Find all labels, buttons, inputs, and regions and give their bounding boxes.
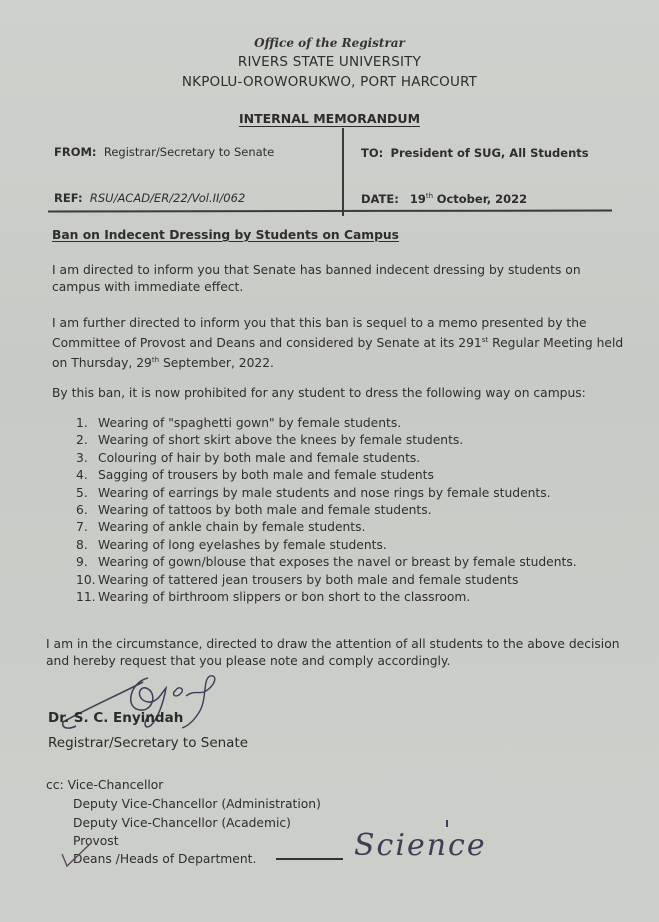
prohibition-text: Wearing of "spaghetti gown" by female students. — [98, 416, 402, 430]
prohibition-text: Wearing of ankle chain by female students. — [98, 520, 366, 535]
prohibition-item — [76, 467, 577, 484]
date-month-year: October, 2022 — [436, 192, 528, 206]
dash-line — [276, 858, 343, 860]
paragraph-3: By this ban, it is now prohibited for any student to dress the following way on campus: — [52, 386, 586, 400]
prohibition-item — [76, 450, 577, 467]
ref-field — [54, 191, 245, 205]
cc-recipient: Deans /Heads of Department. — [73, 852, 257, 866]
prohibition-text: Wearing of tattoos by both male and female students. — [98, 503, 432, 518]
prohibition-text: Wearing of long eyelashes by female students. — [98, 537, 387, 552]
date-day: 19 — [409, 192, 426, 206]
prohibition-number: 3. — [76, 450, 88, 465]
prohibition-number: 6. — [76, 503, 88, 518]
prohibition-text: Wearing of earrings by male students and nose rings by female students. — [98, 485, 551, 500]
date-field — [361, 192, 527, 206]
prohibition-number: 11. — [76, 590, 96, 605]
to-value: President of SUG, All Students — [390, 146, 589, 160]
handwritten-tick-mark — [446, 820, 448, 827]
office-heading: Office of the Registrar — [254, 36, 405, 50]
prohibition-text: Wearing of birthroom slippers or bon short to the classroom. — [98, 590, 471, 605]
prohibition-item — [76, 572, 577, 589]
ref-value: RSU/ACAD/ER/22/Vol.II/062 — [89, 191, 246, 205]
to-label: TO: — [361, 146, 384, 160]
prohibition-text: Sagging of trousers by both male and female students — [98, 468, 434, 483]
from-value: Registrar/Secretary to Senate — [103, 145, 275, 159]
prohibition-number: 10. — [76, 572, 96, 587]
from-label: FROM: — [54, 145, 97, 159]
ref-label: REF: — [54, 191, 83, 205]
signatory-title: Registrar/Secretary to Senate — [48, 735, 249, 751]
paragraph-4: I am in the circumstance, directed to draw the attention of all students to the above decision and hereby request that you please note and comply accordingly. — [46, 637, 620, 668]
prohibition-number: 1. — [76, 416, 88, 430]
university-address: NKPOLU-OROWORUKWO, PORT HARCOURT — [181, 74, 478, 90]
paragraph-1: I am directed to inform you that Senate has banned indecent dressing by students on campus with immediate effect. — [52, 263, 581, 294]
memo-subject: Ban on Indecent Dressing by Students on Campus — [52, 228, 399, 242]
prohibition-number: 7. — [76, 520, 88, 535]
prohibition-number: 2. — [76, 433, 88, 448]
prohibition-list — [76, 415, 577, 606]
prohibition-item — [76, 554, 577, 571]
prohibition-item — [76, 485, 577, 502]
paragraph-2-part-a: I am further directed to inform you that this ban is sequel to a memo presented by the Committee of Provost and Deans and considered by Senate at its 291 — [52, 316, 587, 351]
document-type — [0, 111, 659, 126]
ordinal-th: th — [151, 356, 160, 365]
prohibition-number: 8. — [76, 537, 88, 552]
from-field — [54, 145, 274, 159]
cc-recipient: Provost — [73, 834, 119, 848]
ordinal-st: st — [481, 336, 489, 344]
prohibition-item — [76, 432, 577, 449]
university-name: RIVERS STATE UNIVERSITY — [237, 54, 422, 70]
prohibition-text: Wearing of gown/blouse that exposes the navel or breast by female students. — [98, 555, 577, 570]
prohibition-item — [76, 502, 577, 519]
paragraph-2-part-c: September, 2022. — [159, 356, 274, 371]
header-divider-vertical — [342, 128, 344, 216]
cc-recipient: Deputy Vice-Chancellor (Administration) — [73, 797, 321, 811]
prohibition-text: Wearing of tattered jean trousers by both male and female students — [98, 572, 519, 587]
header-divider-horizontal — [48, 210, 612, 213]
cc-recipient: Deputy Vice-Chancellor (Academic) — [73, 816, 291, 830]
document-type-text: INTERNAL MEMORANDUM — [238, 111, 421, 126]
prohibition-item — [76, 519, 577, 536]
signatory-name: Dr. S. C. Enyindah — [48, 710, 184, 726]
paragraph-2-part-b: Regular Meeting held on Thursday, 29 — [52, 336, 624, 371]
prohibition-number: 5. — [76, 485, 88, 500]
cc-recipient: Vice-Chancellor — [67, 778, 164, 792]
check-mark-icon — [58, 838, 98, 868]
prohibition-text: Wearing of short skirt above the knees by female students. — [98, 433, 464, 448]
handwritten-note: Science — [354, 828, 487, 863]
prohibition-number: 9. — [76, 555, 88, 570]
paragraph-2 — [52, 315, 632, 372]
prohibition-item — [76, 415, 577, 432]
prohibition-number: 4. — [76, 468, 88, 483]
prohibition-item — [76, 537, 577, 554]
cc-line-1 — [46, 778, 163, 792]
cc-label: cc: — [46, 778, 64, 792]
prohibition-item — [76, 589, 577, 606]
date-suffix: th — [425, 192, 434, 201]
prohibition-text: Colouring of hair by both male and female students. — [98, 450, 421, 465]
handwritten-signature — [58, 670, 248, 740]
date-label: DATE: — [361, 192, 399, 206]
to-field — [361, 146, 589, 160]
